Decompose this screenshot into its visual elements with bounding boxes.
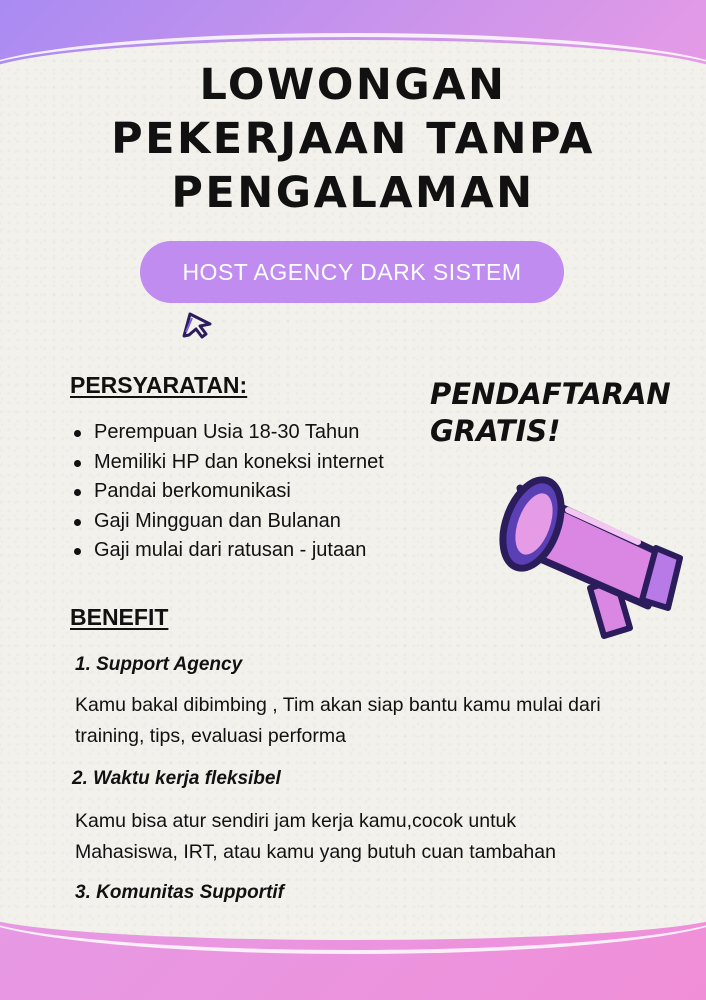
benefit-1-line-1: Kamu bakal dibimbing , Tim akan siap bantu kamu mulai dari xyxy=(75,694,601,716)
requirements-heading: PERSYARATAN: xyxy=(70,372,248,398)
agency-badge-label: HOST AGENCY DARK SISTEM xyxy=(182,258,522,285)
benefit-1-title: 1. Support Agency xyxy=(75,654,243,675)
paper-edge-bottom xyxy=(0,910,706,954)
list-item: Gaji mulai dari ratusan - jutaan xyxy=(70,536,384,566)
agency-badge xyxy=(140,241,564,303)
list-item: Pandai berkomunikasi xyxy=(70,477,384,507)
megaphone-icon xyxy=(498,438,688,648)
title-line-2: PEKERJAAN TANPA xyxy=(111,114,595,164)
list-item: Memiliki HP dan koneksi internet xyxy=(70,448,384,478)
list-item: Perempuan Usia 18-30 Tahun xyxy=(70,418,384,448)
free-registration-line-2: GRATIS! xyxy=(430,414,561,448)
benefit-1-line-2: training, tips, evaluasi performa xyxy=(75,725,346,747)
cursor-click-icon xyxy=(176,300,216,340)
requirements-list xyxy=(70,418,384,566)
free-registration-line-1: PENDAFTARAN xyxy=(430,377,671,411)
benefit-3-title: 3. Komunitas Supportif xyxy=(75,882,284,903)
benefit-2-text xyxy=(75,806,675,868)
title-line-3: PENGALAMAN xyxy=(171,168,535,218)
benefit-1-text xyxy=(75,690,675,752)
title-line-1: LOWONGAN xyxy=(199,60,507,110)
list-item: Gaji Mingguan dan Bulanan xyxy=(70,507,384,537)
benefit-heading: BENEFIT xyxy=(70,604,169,630)
benefit-2-line-2: Mahasiswa, IRT, atau kamu yang butuh cuan tambahan xyxy=(75,841,556,863)
page-title xyxy=(0,58,706,220)
benefit-2-line-1: Kamu bisa atur sendiri jam kerja kamu,cocok untuk xyxy=(75,810,517,832)
benefit-2-title: 2. Waktu kerja fleksibel xyxy=(72,768,281,789)
